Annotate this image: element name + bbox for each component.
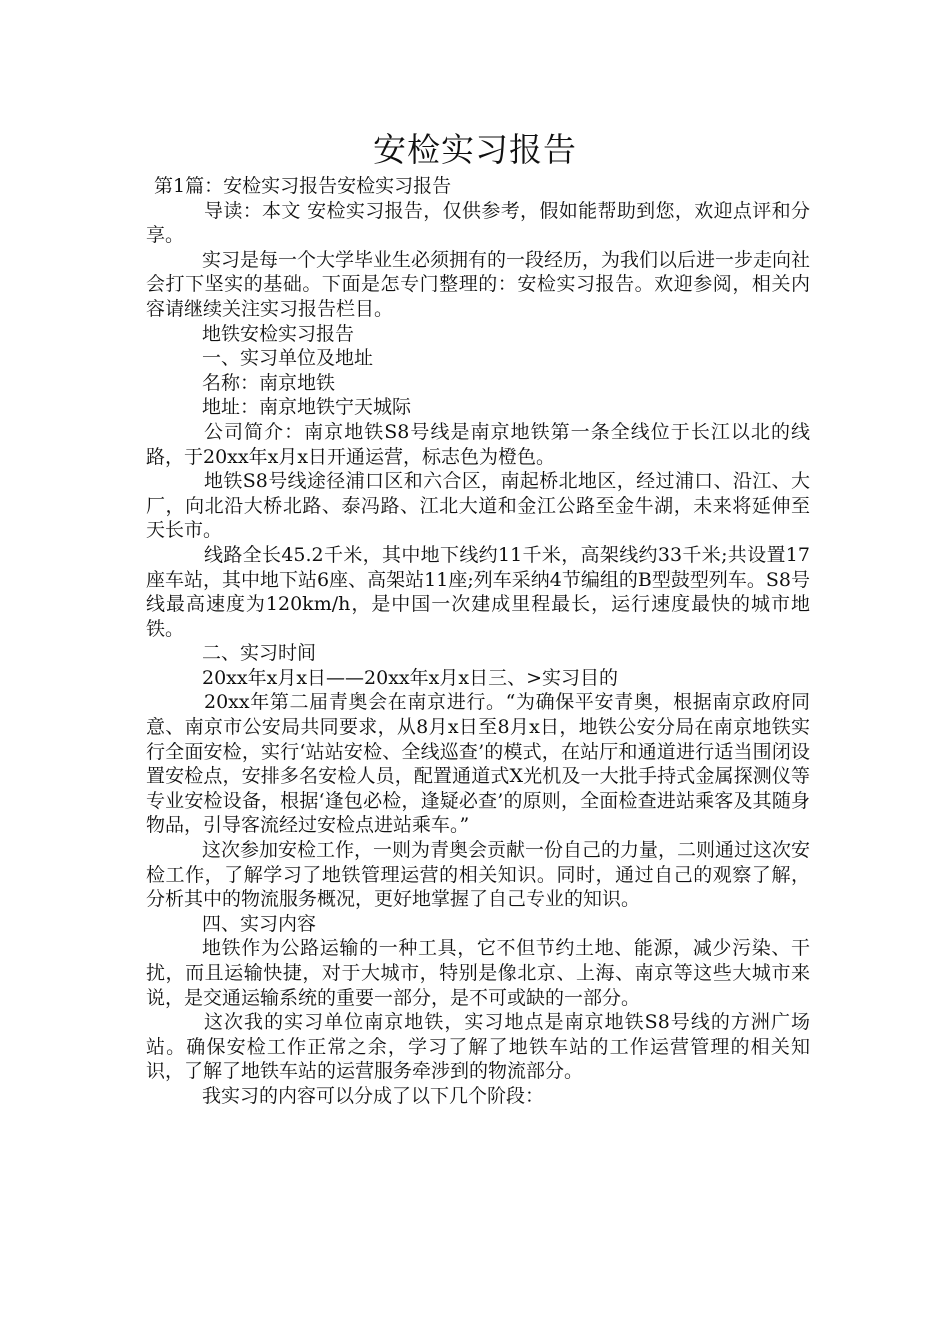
paragraph: 这次我的实习单位南京地铁，实习地点是南京地铁S8号线的方洲广场站。确保安检工作正常之余，学习了解了地铁车站的工作运营管理的相关知识，了解了地铁车站的运营服务牵涉到的物流部分。 [146,1011,810,1083]
paragraph: 这次参加安检工作，一则为青奥会贡献一份自己的力量，二则通过这次安检工作，了解学习了地铁管理运营的相关知识。同时，通过自己的观察了解，分析其中的物流服务概况，更好地掌握了自己专业的知识。 [146,839,811,911]
paragraph: 地铁安检实习报告 [202,322,355,345]
paragraph: 导读：本文 安检实习报告，仅供参考，假如能帮助到您，欢迎点评和分享。 [146,199,810,247]
paragraph: 我实习的内容可以分成了以下几个阶段： [202,1084,545,1107]
paragraph: 二、实习时间 [202,642,317,665]
document-title: 安检实习报告 [373,130,577,169]
paragraph: 实习是每一个大学毕业生必须拥有的一段经历，为我们以后进一步走向社会打下坚实的基础。下面是怎专门整理的：安检实习报告。欢迎参阅，相关内容请继续关注实习报告栏目。 [146,248,811,320]
paragraph: 地址：南京地铁宁天城际 [202,396,412,419]
paragraph: 名称：南京地铁 [202,371,336,394]
paragraph: 公司简介：南京地铁S8号线是南京地铁第一条全线位于长江以北的线路，于20xx年x月x日开通运营，标志色为橙色。 [146,420,810,468]
paragraph: 四、实习内容 [202,912,317,935]
paragraph: 20xx年x月x日——20xx年x月x日三、>实习目的 [202,666,618,689]
paragraph: 第1篇：安检实习报告安检实习报告 [154,175,452,197]
paragraph: 地铁作为公路运输的一种工具，它不但节约土地、能源，减少污染、干扰，而且运输快捷，对于大城市，特别是像北京、上海、南京等这些大城市来说，是交通运输系统的重要一部分，是不可或缺的一部分。 [146,937,810,1009]
paragraph: 地铁S8号线途径浦口区和六合区，南起桥北地区，经过浦口、沿江、大厂，向北沿大桥北路、泰冯路、江北大道和金江公路至金牛湖，未来将延伸至天长市。 [146,470,810,542]
document-body [146,174,810,1109]
paragraph: 20xx年第二届青奥会在南京进行。“为确保平安青奥，根据南京政府同意、南京市公安局共同要求，从8月x日至8月x日，地铁公安分局在南京地铁实行全面安检，实行‘站站安检、全线巡查’的模式，在站厅和通道进行适当围闭设置安检点，安排多名安检人员，配置通道式X光机及一大批手持式金属探测仪等专业安检设备，根据‘逢包必检，逢疑必查’的原则，全面检查进站乘客及其随身物品，引导客流经过安检点进站乘车。” [146,691,810,837]
paragraph: 一、实习单位及地址 [202,347,374,370]
paragraph: 线路全长45.2千米，其中地下线约11千米，高架线约33千米;共设置17座车站，其中地下站6座、高架站11座;列车采纳4节编组的B型鼓型列车。S8号线最高速度为120km/h，是中国一次建成里程最长，运行速度最快的城市地铁。 [146,543,810,640]
